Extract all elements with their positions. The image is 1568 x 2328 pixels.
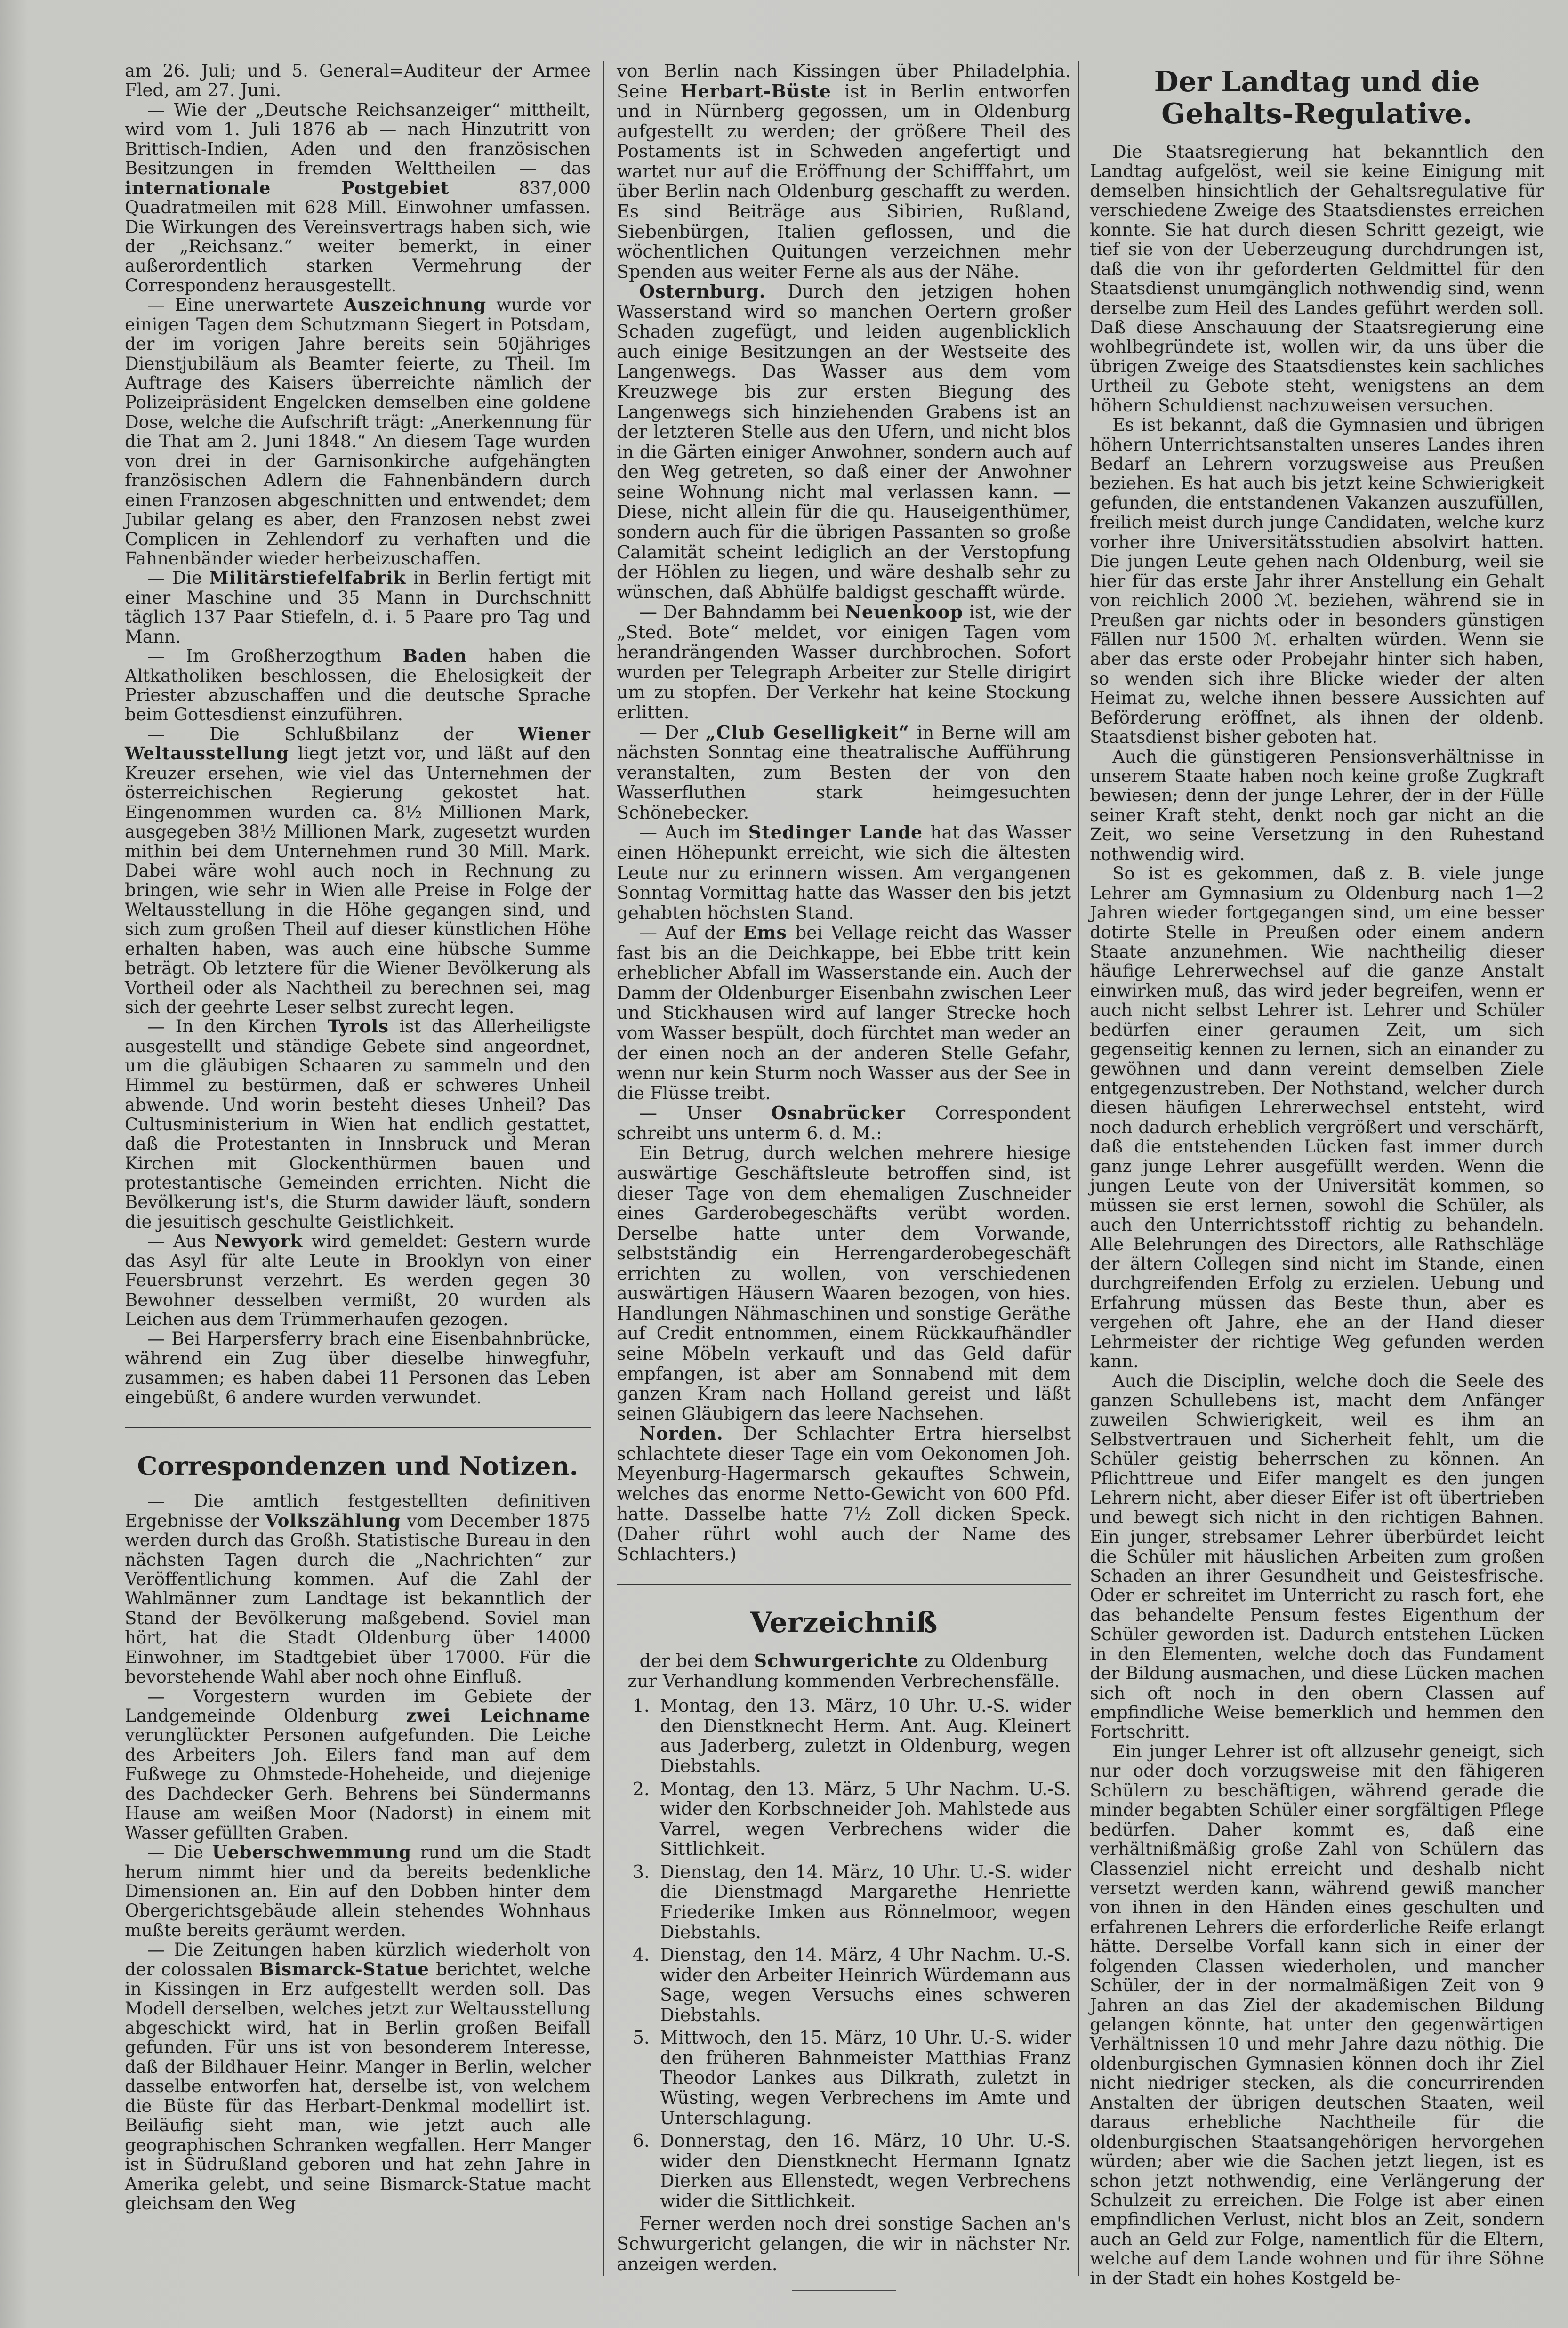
section-rule	[125, 1427, 591, 1428]
section-intro: der bei dem Schwurgerichte zu Oldenburg zur Verhandlung kommenden Verbrechensfälle.	[627, 1650, 1060, 1692]
paragraph: Norden. Der Schlachter Ertra hierselbst schlachtete dieser Tage ein vom Oekonomen Joh. Meyenburg-Hagermarsch gekauftes Schwein, welches das enorme Netto-Gewicht von 600 Pfd. hatte. Dasselbe hatte 7½ Zoll dicken Speck. (Daher rührt wohl auch der Name des Schlachters.)	[617, 1423, 1071, 1564]
case-list	[617, 1696, 1071, 2211]
paragraph: — Die Schlußbilanz der Wiener Weltausstellung liegt jetzt vor, und läßt auf den Kreuzer ersehen, wie viel das Unternehmen der österreichischen Regierung gekostet hat. Eingenommen wurden ca. 8½ Millionen Mark, ausgegeben 38½ Millionen Mark, zugesetzt wurden mithin bei dem Unternehmen rund 30 Mill. Mark. Dabei wäre wohl auch noch in Rechnung zu bringen, wie sehr in Wien alle Preise in Folge der Weltausstellung in die Höhe gegangen sind, und sich zum großen Theil auf dieser künstlichen Höhe erhalten haben, was auch eine hübsche Summe beträgt. Ob letztere für die Wiener Bevölkerung als Vortheil oder als Nachtheil zu berechnen sei, mag sich der geehrte Leser selbst zurecht legen.	[125, 723, 591, 1017]
paragraph: — Die amtlich festgestellten definitiven Ergebnisse der Volkszählung vom December 1875 werden durch das Großh. Statistische Bureau in den nächsten Tagen durch die „Nachrichten“ zur Veröffentlichung kommen. Auf die Zahl der Wahlmänner zum Landtage ist bekanntlich der Stand der Bevölkerung maßgebend. Soviel man hört, hat die Stadt Oldenburg über 14000 Einwohner, im Stadtgebiet über 17000. Für die bevorstehende Wahl aber noch ohne Einfluß.	[125, 1491, 591, 1687]
list-item: 3. Dienstag, den 14. März, 10 Uhr. U.-S. wider die Dienstmagd Margarethe Henriette Friederike Imken aus Rönnelmoor, wegen Diebstahls.	[632, 1861, 1071, 1942]
paragraph: am 26. Juli; und 5. General=Auditeur der Armee Fled, am 27. Juni.	[125, 61, 591, 101]
list-item: 1. Montag, den 13. März, 10 Uhr. U.-S. wider den Dienstknecht Herm. Ant. Aug. Kleinert aus Jaderberg, zuletzt in Oldenburg, wegen Diebstahls.	[632, 1695, 1071, 1776]
paragraph: — Vorgestern wurden im Gebiete der Landgemeinde Oldenburg zwei Leichname verunglückter Personen aufgefunden. Die Leiche des Arbeiters Joh. Eilers fand man auf dem Fußwege zu Ohmstede-Hoheheide, und diejenige des Dachdecker Gerh. Behrens bei Sündermanns Hause am weißen Moor (Nadorst) in einem mit Wasser gefüllten Graben.	[125, 1686, 591, 1843]
paragraph: Die Staatsregierung hat bekanntlich den Landtag aufgelöst, weil sie keine Einigung mit demselben hinsichtlich der Gehaltsregulative für verschiedene Zweige des Staatsdienstes erreichen konnte. Sie hat durch diesen Schritt gezeigt, wie tief sie von der Ueberzeugung durchdrungen ist, daß die von ihr geforderten Geldmittel für den Staatsdienst unumgänglich nothwendig sind, wenn derselbe zum Heil des Landes geführt werden soll. Daß diese Anschauung der Staatsregierung eine wohlbegründete ist, wollen wir, da uns über die übrigen Zweige des Staatsdienstes kein sachliches Urtheil zu Gebote steht, wenigstens an dem höhern Schuldienst nachzuweisen versuchen.	[1090, 142, 1544, 416]
paragraph: — Eine unerwartete Auszeichnung wurde vor einigen Tagen dem Schutzmann Siegert in Potsdam, der im vorigen Jahre bereits sein 50jähriges Dienstjubiläum als Beamter feierte, zu Theil. Im Auftrage des Kaisers überreichte nämlich der Polizeipräsident Engelcken demselben eine goldene Dose, welche die Aufschrift trägt: „Anerkennung für die That am 2. Juni 1848.“ An diesem Tage wurden von drei in der Garnisonkirche aufgehängten französischen Adlern die Fahnenbändern durch einen Franzosen abgeschnitten und entwendet; dem Jubilar gelang es aber, den Franzosen nebst zwei Complicen in Zehlendorf zu verhaften und die Fahnenbänder wieder herbeizuschaffen.	[125, 294, 591, 569]
paragraph: — Auf der Ems bei Vellage reicht das Wasser fast bis an die Deichkappe, bei Ebbe tritt kein erheblicher Abfall im Wasserstande ein. Auch der Damm der Oldenburger Eisenbahn zwischen Leer und Stickhausen wird auf langer Strecke hoch vom Wasser bespült, doch fürchtet man weder an der einen noch an der anderen Stelle Gefahr, wenn nur kein Sturm noch Wasser aus der See in die Flüsse treibt.	[617, 922, 1071, 1104]
article-heading: Der Landtag und die Gehalts-Regulative.	[1154, 65, 1480, 130]
paragraph: Auch die günstigeren Pensionsverhältnisse in unserem Staate haben noch keine große Zugkraft bewiesen; denn der junge Lehrer, der in der Fülle seiner Kraft steht, denkt noch gar nicht an die Zeit, wo seine Versetzung in den Ruhestand nothwendig wird.	[1090, 746, 1544, 864]
paragraph: Auch die Disciplin, welche doch die Seele des ganzen Schullebens ist, macht dem Anfänger zuweilen Schwierigkeit, weil es ihm an Selbstvertrauen und Sicherheit fehlt, um die Schüler geistig beherrschen zu können. An Pflichttreue und Eifer mangelt es den jungen Lehrern nicht, aber dieser Eifer ist oft übertrieben und bewegt sich nicht in den richtigen Bahnen. Ein junger, strebsamer Lehrer überbürdet leicht die Schüler mit häuslichen Arbeiten zum großen Schaden an ihrer Gesundheit und Geistesfrische. Oder er schreitet im Unterricht zu rasch fort, ehe das behandelte Pensum festes Eigenthum der Schüler geworden ist. Dadurch entstehen Lücken in den Elementen, welche doch das Fundament der Bildung ausmachen, und diese Lücken machen sich oft noch in den obern Classen auf empfindliche Weise bemerklich und hemmen den Fortschritt.	[1090, 1370, 1544, 1742]
paragraph: — Wie der „Deutsche Reichsanzeiger“ mittheilt, wird vom 1. Juli 1876 ab — nach Hinzutritt von Brittisch-Indien, Aden und den französischen Besitzungen in fremden Welttheilen — das internationale Postgebiet 837,000 Quadratmeilen mit 628 Mill. Einwohner umfassen. Die Wirkungen des Vereinsvertrags haben sich, wie der „Reichsanz.“ weiter bemerkt, in einer außerordentlich starken Vermehrung der Correspondenz herausgestellt.	[125, 99, 591, 296]
end-rule	[792, 2290, 896, 2291]
paragraph: — Im Großherzogthum Baden haben die Altkatholiken beschlossen, die Ehelosigkeit der Priester abzuschaffen und die deutsche Sprache beim Gottesdienst einzuführen.	[125, 645, 591, 725]
column-divider	[603, 61, 604, 2276]
paragraph: — Der „Club Geselligkeit“ in Berne will am nächsten Sonntag eine theatralische Aufführung veranstalten, zum Besten der von den Wasserfluthen stark heimgesuchten Schönebecker.	[617, 721, 1071, 823]
column-middle	[617, 61, 1071, 2291]
paragraph: Osternburg. Durch den jetzigen hohen Wasserstand wird so manchen Oertern großer Schaden zugefügt, und leiden augenblicklich auch einige Besitzungen an der Westseite des Langenwegs. Das Wasser aus dem vom Kreuzwege bis zur ersten Biegung des Langenwegs sich hinziehenden Grabens ist an der letzteren Stelle aus den Ufern, und nicht blos in die Gärten einiger Anwohner, sondern auch auf den Weg getreten, so daß einer der Anwohner seine Wohnung nicht mal verlassen kann. — Diese, nicht allein für die qu. Hauseigenthümer, sondern auch für die übrigen Passanten so große Calamität scheint lediglich an der Verstopfung der Höhlen zu liegen, und wäre deshalb sehr zu wünschen, daß Abhülfe baldigst geschafft würde.	[617, 281, 1071, 603]
paragraph: — Die Zeitungen haben kürzlich wiederholt von der colossalen Bismarck-Statue berichtet, welche in Kissingen in Erz aufgestellt werden soll. Das Modell derselben, welches jetzt zur Weltausstellung abgeschickt wird, hat in Berlin großen Beifall gefunden. Für uns ist von besonderem Interesse, daß der Bildhauer Heinr. Manger in Berlin, welcher dasselbe entworfen hat, derselbe ist, von welchem die Büste für das Herbart-Denkmal modellirt ist. Beiläufig sieht man, wie jetzt auch alle geographischen Schranken wegfallen. Herr Manger ist in Südrußland geboren und hat zehn Jahre in Amerika gelebt, und seine Bismarck-Statue macht gleichsam den Weg	[125, 1940, 591, 2214]
column-right	[1090, 61, 1544, 2288]
paragraph: von Berlin nach Kissingen über Philadelphia. Seine Herbart-Büste ist in Berlin entworfen und in Nürnberg gegossen, um in Oldenburg aufgestellt zu werden; der größere Theil des Postaments ist in Schweden angefertigt und wartet nur auf die Eröffnung der Schifffahrt, um über Berlin nach Oldenburg geschafft zu werden. Es sind Beiträge aus Sibirien, Rußland, Siebenbürgen, Italien geflossen, und die wöchentlichen Quitungen verzeichnen mehr Spenden aus weiter Ferne als aus der Nähe.	[617, 61, 1071, 282]
paragraph: — Die Ueberschwemmung rund um die Stadt herum nimmt hier und da bereits bedenkliche Dimensionen an. Ein auf den Dobben hinter dem Obergerichtsgebäude allein stehendes Wohnhaus mußte bereits geräumt werden.	[125, 1842, 591, 1941]
paragraph: Ferner werden noch drei sonstige Sachen an's Schwurgericht gelangen, die wir in nächster Nr. anzeigen werden.	[617, 2213, 1071, 2274]
column-left	[125, 61, 591, 2213]
paragraph: — Unser Osnabrücker Correspondent schreibt uns unterm 6. d. M.:	[617, 1102, 1071, 1144]
section-heading: Correspondenzen und Notizen.	[137, 1451, 579, 1482]
paragraph: — Die Militärstiefelfabrik in Berlin fertigt mit einer Maschine und 35 Mann in Durchschnitt täglich 137 Paar Stiefeln, d. i. 5 Paare pro Tag und Mann.	[125, 567, 591, 647]
list-item: 4. Dienstag, den 14. März, 4 Uhr Nachm. U.-S. wider den Arbeiter Heinrich Würdemann aus Sage, wegen Versuchs eines schweren Diebstahls.	[632, 1944, 1071, 2025]
paragraph: Es ist bekannt, daß die Gymnasien und übrigen höhern Unterrichtsanstalten unseres Landes ihren Bedarf an Lehrern vorzugsweise aus Preußen beziehen. Es hat auch bis jetzt keine Schwierigkeit gefunden, die entstandenen Vakanzen auszufüllen, freilich meist durch junge Candidaten, welche kurz vorher ihre Universitätsstudien absolvirt hatten. Die jungen Leute gehen nach Oldenburg, weil sie hier für das erste Jahr ihrer Anstellung ein Gehalt von reichlich 2000 ℳ. beziehen, während sie in Preußen gar nichts oder in besonders günstigen Fällen nur 1500 ℳ. erhalten würden. Wenn sie aber das erste oder Probejahr hinter sich haben, so wenden sich ihre Blicke wieder der alten Heimat zu, welche ihnen bessere Aussichten auf Beförderung eröffnet, als ihnen der oldenb. Staatsdienst bisher geboten hat.	[1090, 415, 1544, 748]
paragraph: — In den Kirchen Tyrols ist das Allerheiligste ausgestellt und ständige Gebete sind angeordnet, um die gläubigen Schaaren zu sammeln und den Himmel zu bestürmen, daß er schweres Unheil abwende. Und worin besteht dieses Unheil? Das Cultusministerium in Wien hat endlich gestattet, daß die Protestanten in Innsbruck und Meran Kirchen mit Glockenthürmen bauen und protestantische Gemeinden errichten. Nicht die Bevölkerung ist's, die Sturm dawider läuft, sondern die jesuitisch geschulte Geistlichkeit.	[125, 1016, 591, 1232]
paragraph: So ist es gekommen, daß z. B. viele junge Lehrer am Gymnasium zu Oldenburg nach 1—2 Jahren wieder fortgegangen sind, um eine besser dotirte Stelle in Preußen oder einem andern Staate anzunehmen. Wie nachtheilig dieser häufige Lehrerwechsel auf die ganze Anstalt einwirken muß, das wird jeder begreifen, wenn er auch nicht selbst Lehrer ist. Lehrer und Schüler bedürfen einer geraumen Zeit, um sich gegenseitig kennen zu lernen, sich an einander zu gewöhnen und dann vereint demselben Ziele entgegenzustreben. Der Nothstand, welcher durch diesen häufigen Lehrerwechsel entsteht, wird noch dadurch erheblich vergrößert und verschärft, daß die entstehenden Lücken fast immer durch ganz junge Lehrer ausgefüllt werden. Wenn die jungen Leute von der Universität kommen, so müssen sie erst lernen, sowohl die Schüler, als auch den Unterrichtsstoff richtig zu behandeln. Alle Belehrungen des Directors, alle Rathschläge der ältern Collegen sind nicht im Stande, einen durchgreifenden Erfolg zu erzielen. Uebung und Erfahrung müssen das Beste thun, aber es vergehen oft Jahre, ehe an der Hand dieser Lehrmeister der richtige Weg gefunden werden kann.	[1090, 863, 1544, 1372]
paragraph: — Der Bahndamm bei Neuenkoop ist, wie der „Sted. Bote“ meldet, vor einigen Tagen vom herandrängenden Wasser durchbrochen. Sofort wurden per Telegraph Arbeiter zur Stelle dirigirt um zu stopfen. Der Verkehr hat keine Stockung erlitten.	[617, 601, 1071, 723]
paragraph: Ein junger Lehrer ist oft allzusehr geneigt, sich nur oder doch vorzugsweise mit den fähigeren Schülern zu beschäftigen, während gerade die minder begabten Schüler einer sorgfältigen Pflege bedürfen. Daher kommt es, daß eine verhältnißmäßig große Zahl von Schülern das Classenziel nicht erreicht und deshalb nicht versetzt werden kann, während gewiß mancher von ihnen in den Händen eines geschulten und erfahrenen Lehrers die erforderliche Reife erlangt hätte. Derselbe Vorfall kann sich in einer der folgenden Classen wiederholen, und mancher Schüler, der in der normalmäßigen Zeit von 9 Jahren an das Ziel der akademischen Bildung gelangen könnte, hat unter den gegenwärtigen Verhältnissen 10 und mehr Jahre dazu nöthig. Die oldenburgischen Gymnasien können doch ihr Ziel nicht niedriger stecken, als die concurrirenden Anstalten der übrigen deutschen Staaten, weil daraus erhebliche Nachtheile für die oldenburgischen Staatsangehörigen hervorgehen würden; aber wie die Sachen jetzt liegen, ist es schon jetzt nothwendig, eine Verlängerung der Schulzeit zu erreichen. Die Folge ist aber einen empfindlichen Verlust, nicht blos an Zeit, sondern auch an Geld zur Folge, namentlich für die Eltern, welche auf dem Lande wohnen und für ihre Söhne in der Stadt ein hohes Kostgeld be-	[1090, 1741, 1544, 2288]
section-rule	[617, 1584, 1071, 1585]
section-heading: Verzeichniß	[750, 1606, 938, 1640]
paragraph: — Auch im Stedinger Lande hat das Wasser einen Höhepunkt erreicht, wie sich die ältesten Leute nur zu erinnern wissen. Am vergangenen Sonntag Vormittag hatte das Wasser den bis jetzt gehabten höchsten Stand.	[617, 822, 1071, 923]
column-divider	[1078, 61, 1079, 2276]
paragraph: — Aus Newyork wird gemeldet: Gestern wurde das Asyl für alte Leute in Brooklyn von einer Feuersbrunst verzehrt. Es werden gegen 30 Bewohner desselben vermißt, 20 wurden als Leichen aus dem Trümmerhaufen gezogen.	[125, 1231, 591, 1329]
list-item: 2. Montag, den 13. März, 5 Uhr Nachm. U.-S. wider den Korbschneider Joh. Mahlstede aus Varrel, wegen Verbrechens wider die Sittlichkeit.	[632, 1778, 1071, 1860]
list-item: 5. Mittwoch, den 15. März, 10 Uhr. U.-S. wider den früheren Bahnmeister Matthias Franz Theodor Lankes aus Dilkrath, zuletzt in Wüsting, wegen Verbrechens im Amte und Unterschlagung.	[632, 2027, 1071, 2128]
paragraph: — Bei Harpersferry brach eine Eisenbahnbrücke, während ein Zug über dieselbe hinwegfuhr, zusammen; es haben dabei 11 Personen das Leben eingebüßt, 6 andere wurden verwundet.	[125, 1329, 591, 1408]
list-item: 6. Donnerstag, den 16. März, 10 Uhr. U.-S. wider den Dienstknecht Hermann Ignatz Dierken aus Ellenstedt, wegen Verbrechens wider die Sittlichkeit.	[632, 2130, 1071, 2211]
paragraph: Ein Betrug, durch welchen mehrere hiesige auswärtige Geschäftsleute betroffen sind, ist dieser Tage von dem ehemaligen Zuschneider eines Garderobegeschäfts verübt worden. Derselbe hatte unter dem Vorwande, selbstständig ein Herrengarderobegeschäft errichten zu wollen, von verschiedenen auswärtigen Häusern Waaren bezogen, von hies. Handlungen Nähmaschinen und sonstige Geräthe auf Credit entnommen, einem Rückkaufhändler seine Möbeln verkauft und das Geld dafür empfangen, ist aber am Sonnabend mit dem ganzen Kram nach Holland gereist und läßt seinen Gläubigern das leere Nachsehen.	[617, 1143, 1071, 1424]
